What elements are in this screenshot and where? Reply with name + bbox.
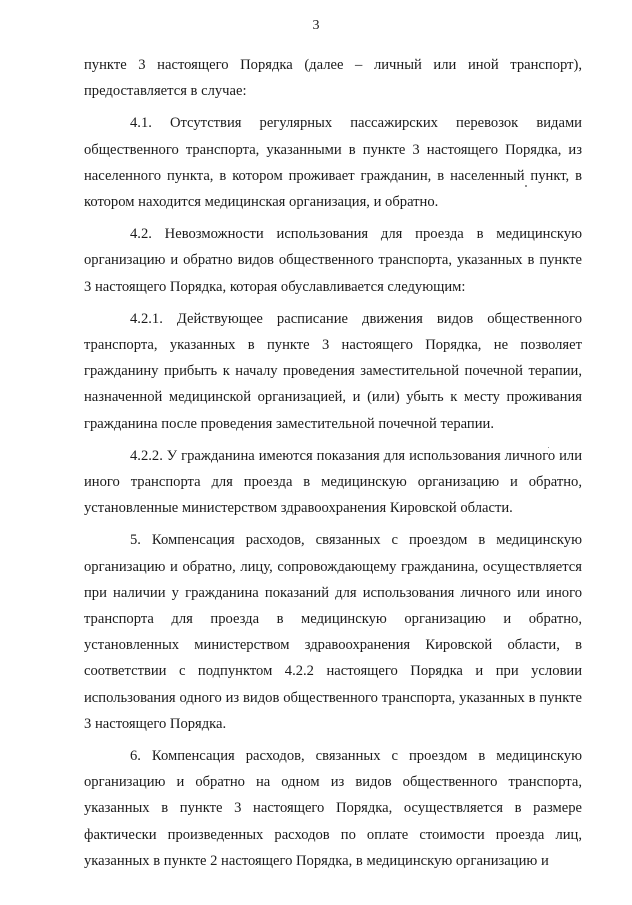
scan-speck [548, 447, 549, 448]
paragraph-6: 6. Компенсация расходов, связанных с проездом в медицинскую организацию и обратно на одном из видов общественного транспорта, указанных в пункте 3 настоящего Порядка, осуществляется в размере фактически произведенных расходов по оплате стоимости проезда лиц, указанных в пункте 2 настоящего Порядка, в медицинскую организацию и [84, 748, 582, 869]
paragraph-4-2-1: 4.2.1. Действующее расписание движения видов общественного транспорта, указанных в пункте 3 настоящего Порядка, не позволяет гражданину прибыть к началу проведения заместительной почечной терапии, назначенной медицинской организацией, и (или) убыть к месту проживания гражданина после проведения заместительной почечной терапии. [84, 310, 582, 432]
paragraph-4-2-2: 4.2.2. У гражданина имеются показания для использования личного или иного транспорта для проезда в медицинскую организацию и обратно, установленные министерством здравоохранения Кировской области. [84, 447, 582, 517]
page-number: 3 [312, 18, 320, 33]
scan-speck [525, 185, 527, 187]
paragraph-continuation: пункте 3 настоящего Порядка (далее – личный или иной транспорт), предоставляется в случае: [84, 57, 582, 100]
paragraph-5: 5. Компенсация расходов, связанных с проездом в медицинскую организацию и обратно, лицу, сопровождающему гражданина, осуществляется при наличии у гражданина показаний для использования личного или иного транспорта для проезда в медицинскую организацию и обратно, установленных министерством здравоохранения Кировской области, в соответствии с подпунктом 4.2.2 настоящего Порядка и при условии использования одного из видов общественного транспорта, указанных в пункте 3 настоящего Порядка. [84, 532, 582, 732]
document-body [84, 52, 582, 874]
paragraph-4-2: 4.2. Невозможности использования для проезда в медицинскую организацию и обратно видов общественного транспорта, указанных в пункте 3 настоящего Порядка, которая обуславливается следующим: [84, 226, 582, 295]
paragraph-4-1: 4.1. Отсутствия регулярных пассажирских перевозок видами общественного транспорта, указанными в пункте 3 настоящего Порядка, из населенного пункта, в котором проживает гражданин, в населенный пункт, в котором находится медицинская организация, и обратно. [84, 115, 582, 211]
